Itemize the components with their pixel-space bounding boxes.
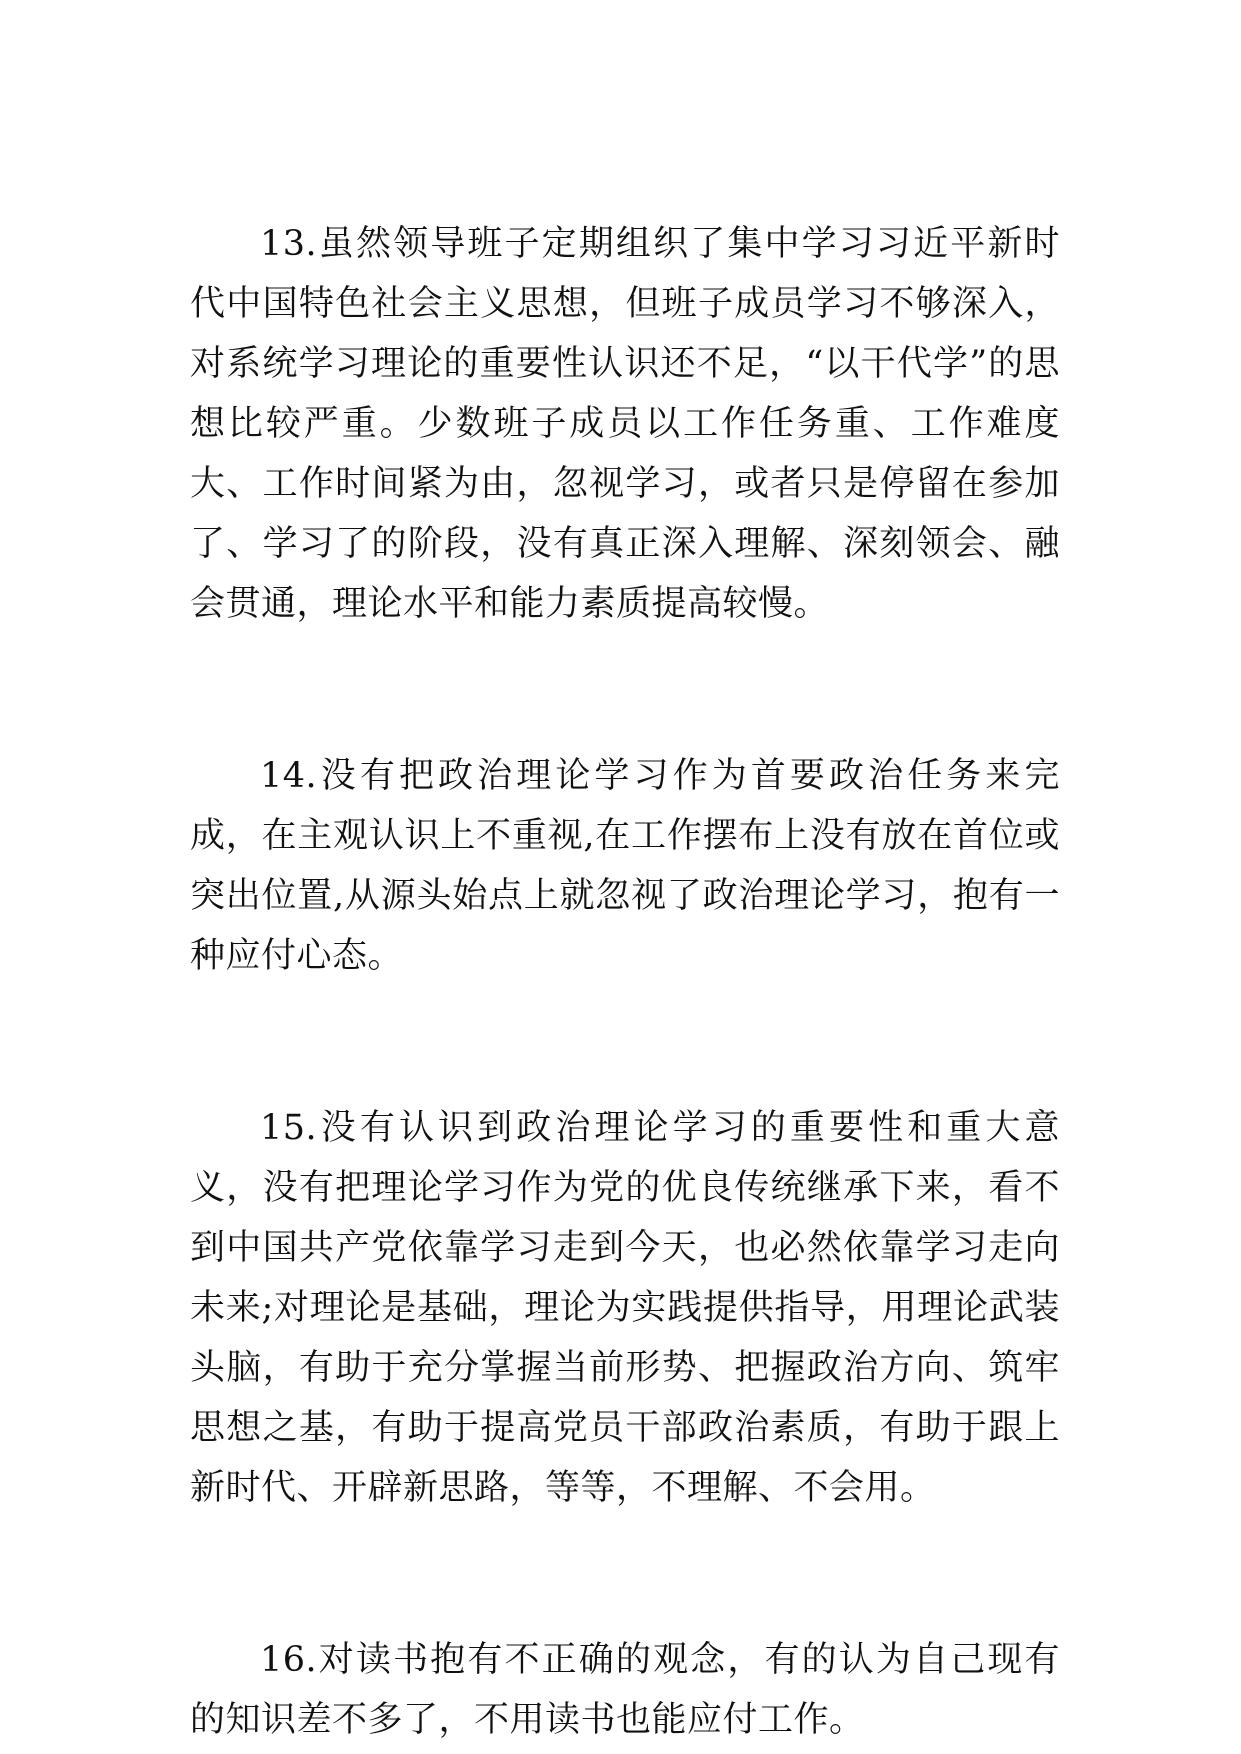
paragraph-14: 14.没有把政治理论学习作为首要政治任务来完成，在主观认识上不重视,在工作摆布上没有放在首位或突出位置,从源头始点上就忽视了政治理论学习，抱有一种应付心态。	[190, 756, 1060, 976]
paragraph-13: 13.虽然领导班子定期组织了集中学习习近平新时代中国特色社会主义思想，但班子成员学习不够深入，对系统学习理论的重要性认识还不足，“以干代学”的思想比较严重。少数班子成员以工作任务重、工作难度大、工作时间紧为由，忽视学习，或者只是停留在参加了、学习了的阶段，没有真正深入理解、深刻领会、融会贯通，理论水平和能力素质提高较慢。	[190, 224, 1060, 624]
document-body	[190, 214, 1060, 1750]
paragraph-15: 15.没有认识到政治理论学习的重要性和重大意义，没有把理论学习作为党的优良传统继承下来，看不到中国共产党依靠学习走到今天，也必然依靠学习走向未来;对理论是基础，理论为实践提供指导，用理论武装头脑，有助于充分掌握当前形势、把握政治方向、筑牢思想之基，有助于提高党员干部政治素质，有助于跟上新时代、开辟新思路，等等，不理解、不会用。	[190, 1108, 1060, 1508]
paragraph-16: 16.对读书抱有不正确的观念，有的认为自己现有的知识差不多了，不用读书也能应付工作。	[190, 1640, 1060, 1740]
